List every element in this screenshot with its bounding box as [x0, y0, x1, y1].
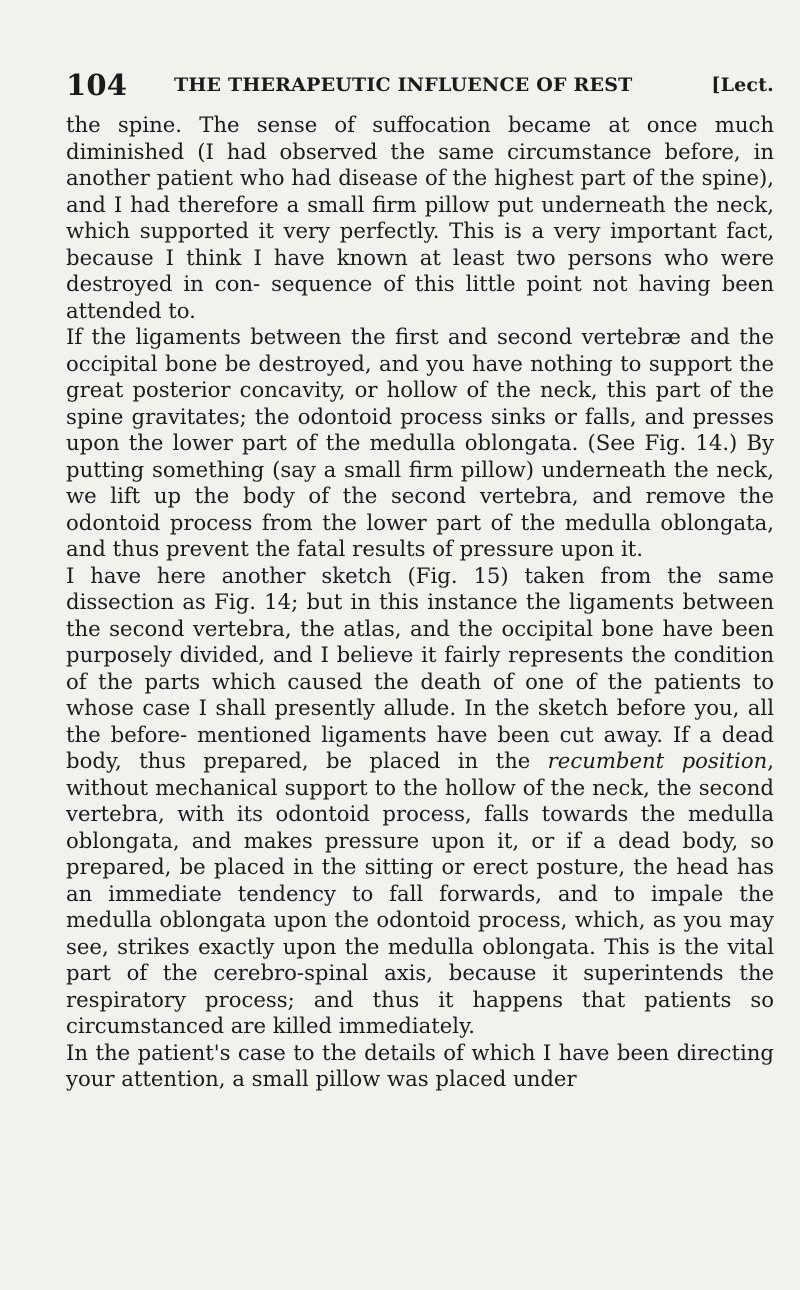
paragraph: the spine. The sense of suffocation became at once much diminished (I had observed the same circumstance before, in another patient who had disease of the highest part of the spine), and I had therefore a small firm pillow put underneath the neck, which supported it very perfectly. This is a very important fact, because I think I have known at least two persons who were destroyed in con- sequence of this little point not having been attended to. [66, 112, 774, 323]
running-title: THE THERAPEUTIC INFLUENCE OF REST [174, 74, 633, 96]
section-label: [Lect. [711, 74, 774, 96]
paragraph [66, 563, 774, 1040]
page-number: 104 [66, 68, 128, 102]
running-header [66, 68, 774, 106]
paragraph: In the patient's case to the details of which I have been directing your attention, a small pillow was placed under [66, 1039, 774, 1091]
italic-emphasis: recumbent position [547, 748, 768, 773]
paragraph-text: I have here another sketch (Fig. 15) taken from the same dissection as Fig. 14; but in this instance the ligaments between the second vertebra, the atlas, and the occipital bone have been purposely divided, and I believe it fairly represents the condition of the parts which caused the death of one of the patients to whose case I shall presently allude. In the sketch before you, all the before- mentioned ligaments have been cut away. If a dead body, thus prepared, be placed in the [66, 562, 774, 773]
paragraph: If the ligaments between the first and second vertebræ and the occipital bone be destroyed, and you have nothing to support the great posterior concavity, or hollow of the neck, this part of the spine gravitates; the odontoid process sinks or falls, and presses upon the lower part of the medulla oblongata. (See Fig. 14.) By putting something (say a small firm pillow) underneath the neck, we lift up the body of the second vertebra, and remove the odontoid process from the lower part of the medulla oblongata, and thus prevent the fatal results of pressure upon it. [66, 324, 774, 561]
body-text [66, 112, 774, 1093]
paragraph-text: , without mechanical support to the hollow of the neck, the second vertebra, with its odontoid process, falls towards the medulla oblongata, and makes pressure upon it, or if a dead body, so prepared, be placed in the sitting or erect posture, the head has an immediate tendency to fall forwards, and to impale the medulla oblongata upon the odontoid process, which, as you may see, strikes exactly upon the medulla oblongata. This is the vital part of the cerebro-spinal axis, because it superintends the respiratory process; and thus it happens that patients so circumstanced are killed immediately. [66, 748, 774, 1038]
